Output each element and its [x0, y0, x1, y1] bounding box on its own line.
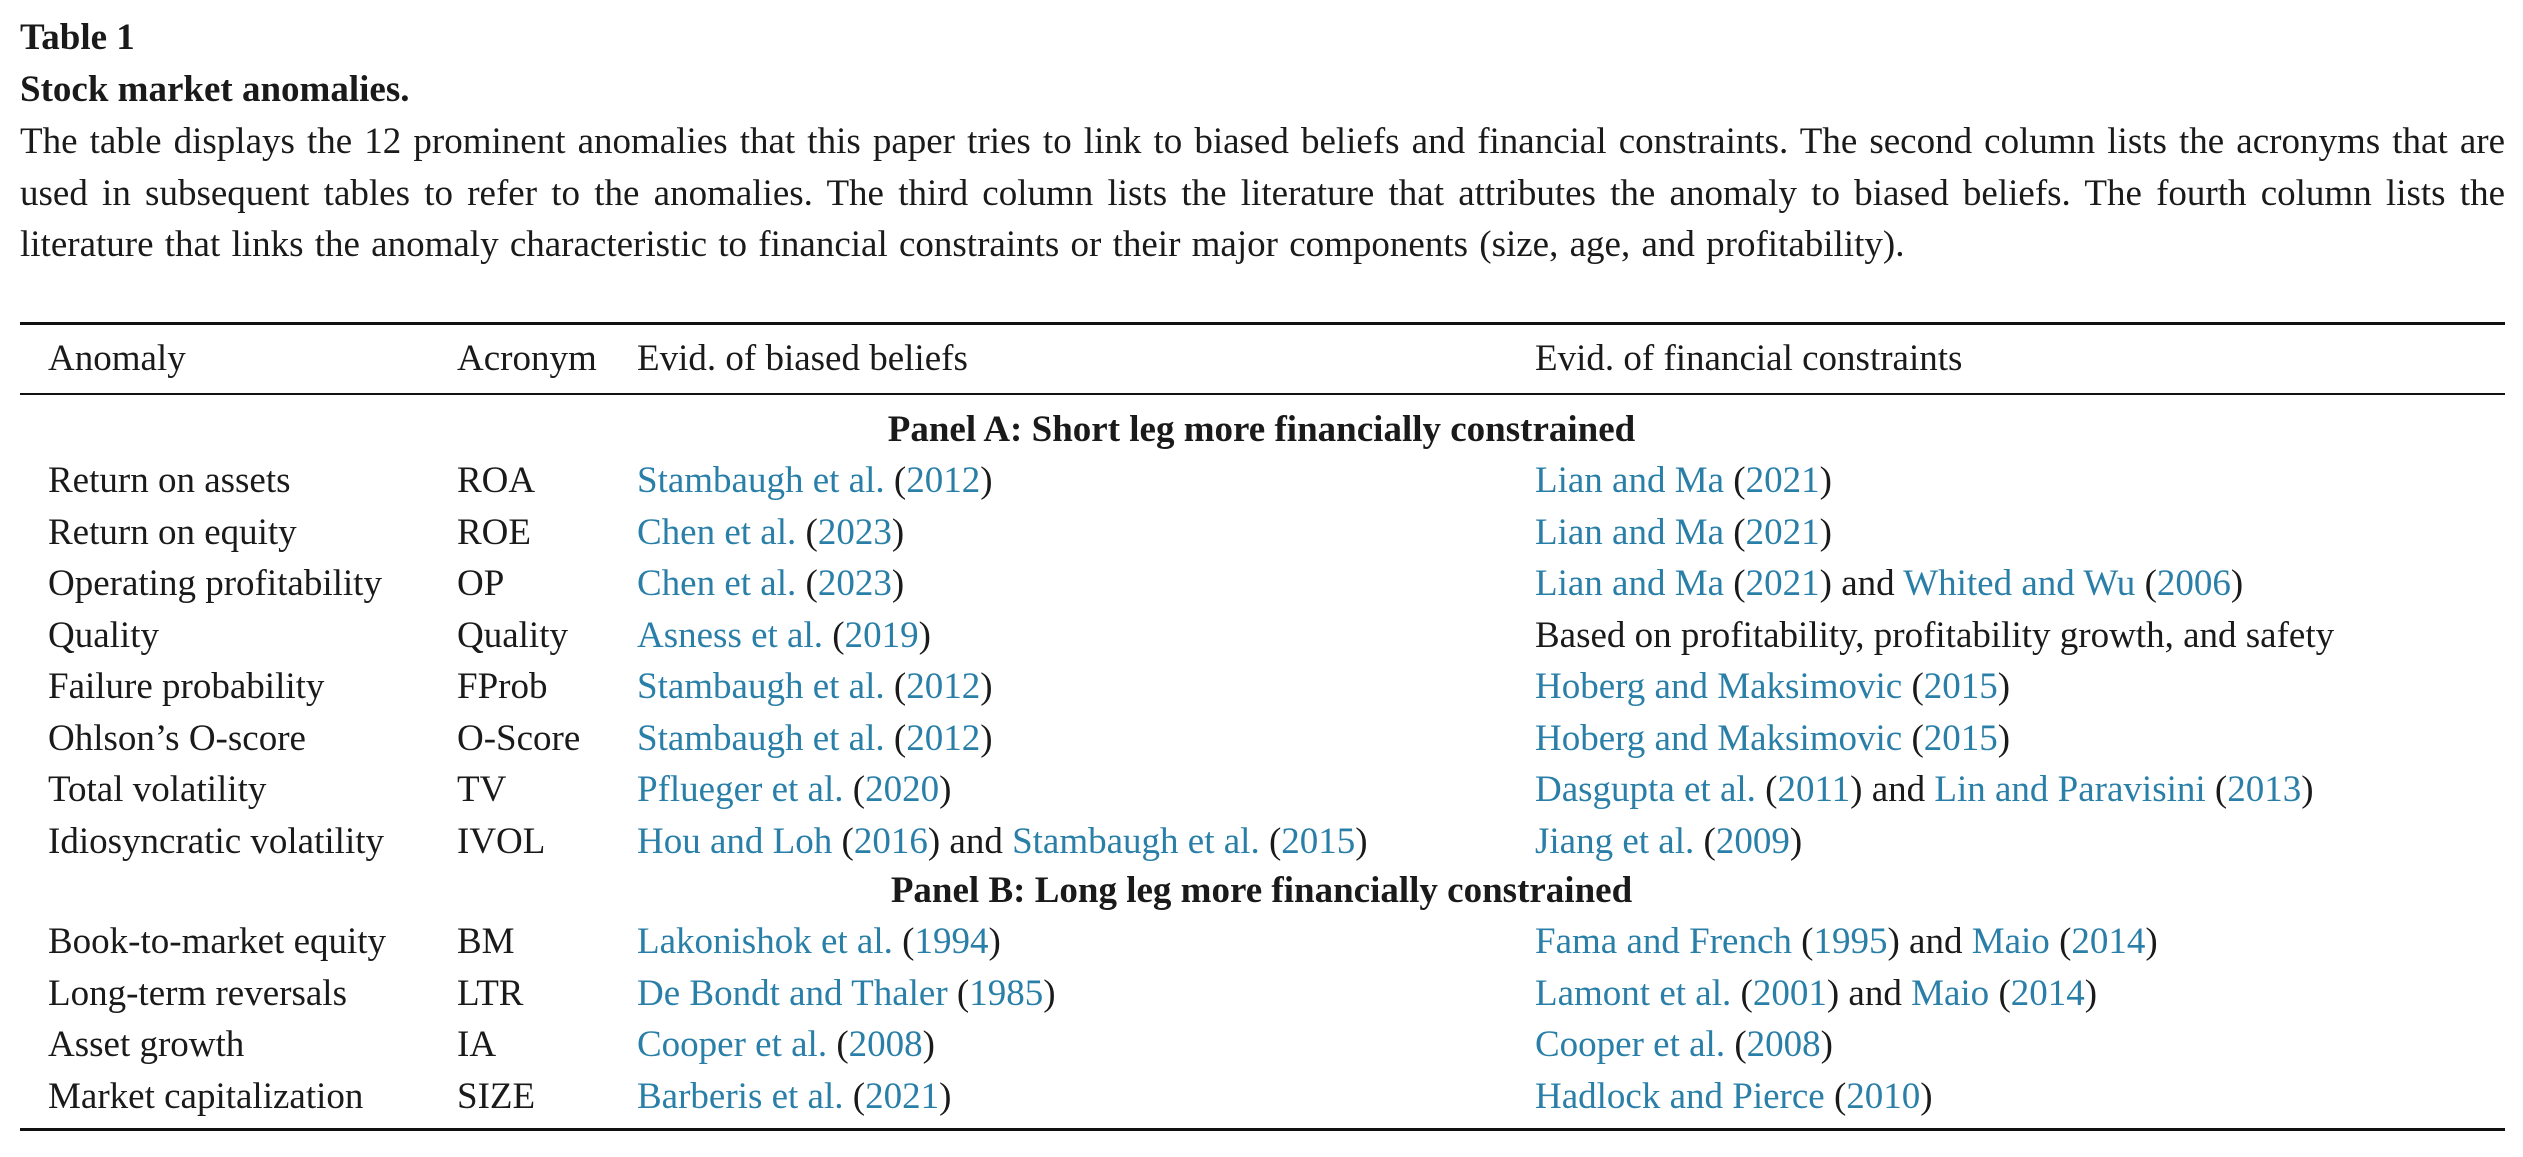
citation-link[interactable]: Lakonishok et al.	[637, 921, 893, 962]
citation-text: (	[1824, 1075, 1847, 1117]
citation-text: )	[1819, 460, 1832, 501]
citation-link[interactable]: 1994	[914, 921, 989, 962]
financial-constraints-cell	[1535, 816, 1802, 867]
citation-text: (	[2049, 921, 2072, 962]
citation-text: )	[1043, 972, 1056, 1014]
top-rule	[20, 322, 2505, 325]
citation-text: (	[1724, 563, 1746, 604]
table-row	[0, 507, 2523, 558]
citation-text: )	[2145, 921, 2158, 962]
citation-text: )	[980, 460, 993, 501]
acronym-cell: Quality	[457, 614, 568, 656]
citation-text: )	[1819, 511, 1832, 553]
financial-constraints-cell	[1535, 558, 2243, 609]
citation-link[interactable]: 2008	[848, 1024, 923, 1065]
financial-constraints-cell	[1535, 968, 2097, 1019]
citation-link[interactable]: 1985	[969, 972, 1044, 1014]
financial-constraints-cell	[1535, 713, 2010, 764]
table-caption	[20, 12, 2505, 271]
anomaly-cell: Market capitalization	[48, 1075, 364, 1117]
citation-link[interactable]: 2015	[1281, 820, 1356, 862]
citation-text: (	[1989, 972, 2011, 1014]
acronym-cell: TV	[457, 769, 507, 810]
citation-link[interactable]: Lian and Ma	[1535, 511, 1725, 553]
anomaly-cell: Total volatility	[48, 769, 267, 810]
citation-link[interactable]: 2021	[865, 1075, 940, 1117]
financial-constraints-cell	[1535, 610, 2334, 661]
citation-link[interactable]: 2009	[1715, 820, 1790, 862]
biased-beliefs-cell	[637, 816, 1368, 867]
citation-link[interactable]: 2011	[1777, 769, 1851, 810]
citation-link[interactable]: 2023	[817, 563, 892, 604]
table-row	[0, 916, 2523, 967]
citation-link[interactable]: Whited and Wu	[1903, 563, 2136, 604]
acronym-cell: FProb	[457, 666, 548, 707]
citation-text: )	[2301, 769, 2314, 810]
citation-text: (	[827, 1024, 849, 1065]
header-anomaly: Anomaly	[48, 338, 186, 379]
acronym-cell: O-Score	[457, 717, 581, 759]
citation-text: )	[988, 921, 1001, 962]
citation-text: )	[1820, 1024, 1833, 1065]
acronym-cell: IVOL	[457, 820, 546, 862]
financial-constraints-cell	[1535, 1071, 1933, 1122]
citation-text: )	[939, 769, 952, 810]
citation-text: (	[2135, 563, 2157, 604]
financial-constraints-cell	[1535, 1019, 1833, 1070]
citation-text: (	[843, 769, 866, 810]
acronym-cell: ROA	[457, 460, 536, 501]
table-row	[0, 558, 2523, 609]
financial-constraints-cell	[1535, 507, 1832, 558]
citation-text: ) and	[1826, 972, 1912, 1014]
citation-link[interactable]: 2021	[1745, 460, 1820, 501]
citation-text: (	[1755, 769, 1778, 810]
anomaly-cell: Idiosyncratic volatility	[48, 820, 384, 862]
table-row	[0, 661, 2523, 712]
panel-b-title: Panel B: Long leg more financially constrained	[890, 870, 1633, 911]
citation-text: (	[1791, 921, 1814, 962]
citation-link[interactable]: 2014	[2010, 972, 2085, 1014]
citation-link[interactable]: 2021	[1745, 563, 1820, 604]
citation-link[interactable]: 2014	[2071, 921, 2146, 962]
citation-link[interactable]: 2013	[2227, 769, 2302, 810]
citation-text: ) and	[1850, 769, 1935, 810]
biased-beliefs-cell	[637, 1019, 935, 1070]
citation-link[interactable]: 2016	[853, 820, 928, 862]
citation-text: )	[980, 717, 993, 759]
financial-constraints-cell	[1535, 455, 1832, 506]
acronym-cell: OP	[457, 563, 505, 604]
citation-text: (	[1731, 972, 1753, 1014]
panel-a-title: Panel A: Short leg more financially constrained	[887, 409, 1636, 450]
header-biased-beliefs: Evid. of biased beliefs	[637, 338, 968, 379]
citation-link[interactable]: Lamont et al.	[1535, 972, 1732, 1014]
table-row	[0, 713, 2523, 764]
citation-link[interactable]: Lian and Ma	[1535, 563, 1725, 604]
bottom-rule	[20, 1128, 2505, 1131]
financial-constraints-cell	[1535, 916, 2158, 967]
citation-text: )	[918, 614, 931, 656]
citation-link[interactable]: Cooper et al.	[1535, 1024, 1726, 1065]
citation-text: (	[796, 511, 818, 553]
citation-link[interactable]: 2015	[1923, 666, 1998, 707]
citation-text: Based on profitability, profitability growth, and safety	[1535, 614, 2335, 656]
citation-text: (	[884, 717, 907, 759]
table-row	[0, 1071, 2523, 1122]
citation-text: )	[1920, 1075, 1933, 1117]
citation-link[interactable]: 2012	[906, 666, 981, 707]
anomaly-cell: Operating profitability	[48, 563, 382, 604]
anomaly-cell: Return on equity	[48, 511, 297, 553]
anomaly-cell: Long-term reversals	[48, 972, 347, 1014]
header-financial-constraints: Evid. of financial constraints	[1535, 338, 1963, 379]
citation-link[interactable]: Stambaugh et al.	[637, 666, 885, 707]
biased-beliefs-cell	[637, 507, 904, 558]
citation-link[interactable]: Cooper et al.	[637, 1024, 828, 1065]
citation-text: )	[891, 563, 905, 604]
citation-text: (	[1694, 820, 1716, 862]
acronym-cell: SIZE	[457, 1075, 536, 1117]
biased-beliefs-cell	[637, 455, 993, 506]
citation-text: )	[2230, 563, 2244, 604]
biased-beliefs-cell	[637, 968, 1056, 1019]
financial-constraints-cell	[1535, 661, 2010, 712]
citation-link[interactable]: Chen et al.	[637, 563, 797, 604]
citation-link[interactable]: 2019	[844, 614, 919, 656]
citation-link[interactable]: Dasgupta et al.	[1535, 769, 1756, 810]
table-row	[0, 816, 2523, 867]
citation-text: (	[2205, 769, 2228, 810]
citation-link[interactable]: Hoberg and Maksimovic	[1535, 717, 1903, 759]
citation-link[interactable]: Asness et al.	[637, 614, 823, 656]
table-row	[0, 455, 2523, 506]
table-label: Table 1	[20, 17, 135, 58]
acronym-cell: LTR	[457, 972, 524, 1014]
citation-link[interactable]: 2021	[1745, 511, 1820, 553]
citation-link[interactable]: Fama and French	[1535, 921, 1792, 962]
citation-link[interactable]: De Bondt and Thaler	[637, 972, 948, 1014]
citation-text: )	[1789, 820, 1803, 862]
header-row	[0, 333, 2523, 384]
citation-link[interactable]: Maio	[1911, 972, 1990, 1014]
citation-text: )	[1997, 717, 2011, 759]
citation-text: (	[1724, 511, 1746, 553]
citation-link[interactable]: Maio	[1971, 921, 2050, 962]
citation-link[interactable]: Hoberg and Maksimovic	[1535, 666, 1903, 707]
citation-text: (	[1902, 717, 1924, 759]
citation-text: (	[892, 921, 915, 962]
header-acronym: Acronym	[457, 338, 597, 379]
citation-link[interactable]: Lin and Paravisini	[1934, 769, 2206, 810]
citation-text: ) and	[927, 820, 1013, 862]
table-description: The table displays the 12 prominent anomalies that this paper tries to link to biased beliefs and financial constraints. The second column lists the acronyms that are used in subsequent tables to refer to the anomalies. The third column lists the literature that attributes the anomaly to biased beliefs. The fourth column lists the literature that links the anomaly characteristic to financial constraints or their major components (size, age, and profitability).	[20, 121, 2505, 265]
acronym-cell: ROE	[457, 511, 531, 553]
table-title: Stock market anomalies.	[20, 69, 410, 110]
citation-link[interactable]: Hadlock and Pierce	[1535, 1075, 1825, 1117]
citation-link[interactable]: Jiang et al.	[1535, 820, 1695, 862]
biased-beliefs-cell	[637, 558, 904, 609]
citation-link[interactable]: Hou and Loh	[637, 820, 833, 862]
header-rule	[20, 393, 2505, 395]
table-row	[0, 968, 2523, 1019]
citation-text: )	[1355, 820, 1368, 862]
financial-constraints-cell	[1535, 764, 2314, 815]
citation-link[interactable]: Chen et al.	[637, 511, 797, 553]
table-row	[0, 610, 2523, 661]
biased-beliefs-cell	[637, 610, 931, 661]
anomaly-cell: Return on assets	[48, 460, 291, 501]
citation-text: (	[1902, 666, 1924, 707]
citation-text: )	[2084, 972, 2098, 1014]
citation-text: (	[947, 972, 970, 1014]
table-row	[0, 1019, 2523, 1070]
table-row	[0, 764, 2523, 815]
acronym-cell: BM	[457, 921, 515, 962]
citation-link[interactable]: Stambaugh et al.	[637, 460, 885, 501]
citation-link[interactable]: 2010	[1846, 1075, 1921, 1117]
citation-text: (	[823, 614, 845, 656]
biased-beliefs-cell	[637, 661, 993, 712]
citation-text: (	[1725, 1024, 1747, 1065]
anomaly-cell: Book-to-market equity	[48, 921, 387, 962]
citation-text: ) and	[1887, 921, 1972, 962]
citation-link[interactable]: Stambaugh et al.	[1012, 820, 1260, 862]
citation-text: (	[1259, 820, 1282, 862]
biased-beliefs-cell	[637, 764, 951, 815]
citation-link[interactable]: 1995	[1813, 921, 1888, 962]
biased-beliefs-cell	[637, 713, 993, 764]
citation-text: (	[843, 1075, 866, 1117]
acronym-cell: IA	[457, 1024, 497, 1065]
citation-text: (	[796, 563, 818, 604]
citation-link[interactable]: 2001	[1752, 972, 1827, 1014]
citation-text: (	[1724, 460, 1746, 501]
anomaly-cell: Ohlson’s O-score	[48, 717, 306, 759]
citation-link[interactable]: 2020	[865, 769, 940, 810]
citation-link[interactable]: Pflueger et al.	[637, 769, 844, 810]
anomaly-cell: Failure probability	[48, 666, 325, 707]
anomaly-cell: Quality	[48, 614, 159, 656]
biased-beliefs-cell	[637, 916, 1001, 967]
biased-beliefs-cell	[637, 1071, 951, 1122]
citation-link[interactable]: 2006	[2156, 563, 2231, 604]
citation-link[interactable]: 2008	[1746, 1024, 1821, 1065]
citation-link[interactable]: Barberis et al.	[637, 1075, 844, 1117]
citation-link[interactable]: 2023	[817, 511, 892, 553]
citation-text: )	[939, 1075, 952, 1117]
citation-text: )	[1997, 666, 2011, 707]
citation-text: )	[980, 666, 993, 707]
citation-text: (	[884, 666, 907, 707]
citation-link[interactable]: 2012	[906, 460, 981, 501]
citation-text: (	[884, 460, 907, 501]
citation-text: )	[891, 511, 905, 553]
citation-text: ) and	[1819, 563, 1904, 604]
citation-link[interactable]: Stambaugh et al.	[637, 717, 885, 759]
citation-link[interactable]: Lian and Ma	[1535, 460, 1725, 501]
citation-text: (	[832, 820, 854, 862]
anomaly-cell: Asset growth	[48, 1024, 245, 1065]
citation-link[interactable]: 2012	[906, 717, 981, 759]
citation-text: )	[922, 1024, 935, 1065]
citation-link[interactable]: 2015	[1923, 717, 1998, 759]
